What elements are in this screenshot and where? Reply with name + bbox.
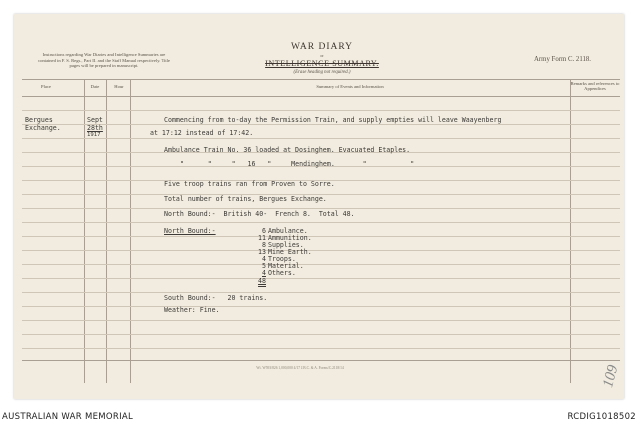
summary-line: Ambulance Train No. 36 loaded at Dosinghem. Evacuated Etaples. (164, 146, 411, 154)
page-subtitle: INTELLIGENCE SUMMARY. (265, 59, 379, 68)
page-title: WAR DIARY (290, 42, 354, 52)
ruled-line (22, 138, 620, 139)
printer-imprint: Wt. W593/826 1,000,000 4/17 J.B.C. & A. Forms/C.2118/14 (256, 366, 344, 370)
title-note: (Erase heading not required.) (293, 70, 351, 75)
form-reference: Army Form C. 2118. (534, 56, 591, 63)
summary-line: South Bound:- 20 trains. (164, 294, 268, 302)
column-header-place: Place (41, 84, 51, 89)
breakdown-label: Supplies. (268, 241, 304, 249)
ruled-line (22, 110, 620, 111)
title-or: or (320, 53, 324, 58)
ruled-line (22, 264, 620, 265)
summary-line: Five troop trains ran from Proven to Sorre. (164, 180, 335, 188)
column-header-hour: Hour (114, 84, 124, 89)
ruled-line (22, 124, 620, 125)
summary-line: " " " 16 " Mendinghem. " " (180, 160, 415, 168)
summary-line: Weather: Fine. (164, 306, 220, 314)
ruled-line (22, 278, 620, 279)
column-header-date: Date (90, 84, 100, 89)
place-line: Bergues (25, 116, 53, 124)
summary-line: at 17:12 instead of 17:42. (150, 129, 254, 137)
breakdown-count: 11 (258, 234, 266, 242)
breakdown-label: Ambulance. (268, 227, 308, 235)
ruled-line (22, 320, 620, 321)
summary-line: North Bound:- British 40- French 8. Total 48. (164, 210, 355, 218)
ruled-line (22, 236, 620, 237)
ruled-line (22, 348, 620, 349)
ruled-line (22, 208, 620, 209)
column-header-summary: Summary of Events and Information (316, 84, 384, 89)
credit-institution: AUSTRALIAN WAR MEMORIAL (2, 412, 134, 422)
breakdown-count: 8 (262, 241, 266, 249)
ruled-line (22, 292, 620, 293)
summary-line: Commencing from to-day the Permission Train, and supply empties will leave Waayenberg (164, 116, 502, 124)
breakdown-count: 4 (262, 255, 266, 263)
ruled-line (22, 222, 620, 223)
breakdown-label: Troops. (268, 255, 296, 263)
breakdown-label: Ammunition. (268, 234, 312, 242)
ruled-line (22, 250, 620, 251)
grid-bottom-rule (22, 360, 620, 361)
summary-line: North Bound:- (164, 227, 216, 235)
column-header-remarks: Remarks and references to Appendices (570, 81, 620, 91)
place-line: Exchange. (25, 124, 61, 132)
ruled-line (22, 306, 620, 307)
ruled-grid (22, 79, 620, 383)
breakdown-count: 6 (262, 227, 266, 235)
breakdown-count: 5 (262, 262, 266, 270)
instructions-text: Instructions regarding War Diaries and Intelligence Summaries are contained in F. S. Regs., Part II. and the Staff Manual respectively. Title pages will be prepared in manuscript. (38, 52, 170, 69)
credit-reference: RCDIG1018502 (567, 412, 636, 422)
breakdown-total: 48 (258, 277, 266, 285)
breakdown-label: Others. (268, 269, 296, 277)
grid-header-rule (22, 96, 620, 97)
date-line: 1917 (87, 132, 101, 138)
summary-line: Total number of trains, Bergues Exchange. (164, 195, 327, 203)
date-line: Sept (87, 116, 103, 124)
ruled-line (22, 334, 620, 335)
date-line: 28th (87, 124, 103, 132)
grid-top-rule (22, 79, 620, 80)
breakdown-label: Mine Earth. (268, 248, 312, 256)
breakdown-label: Material. (268, 262, 304, 270)
pencil-folio-number: 109 (600, 363, 622, 390)
breakdown-count: 13 (258, 248, 266, 256)
breakdown-count: 4 (262, 269, 266, 277)
